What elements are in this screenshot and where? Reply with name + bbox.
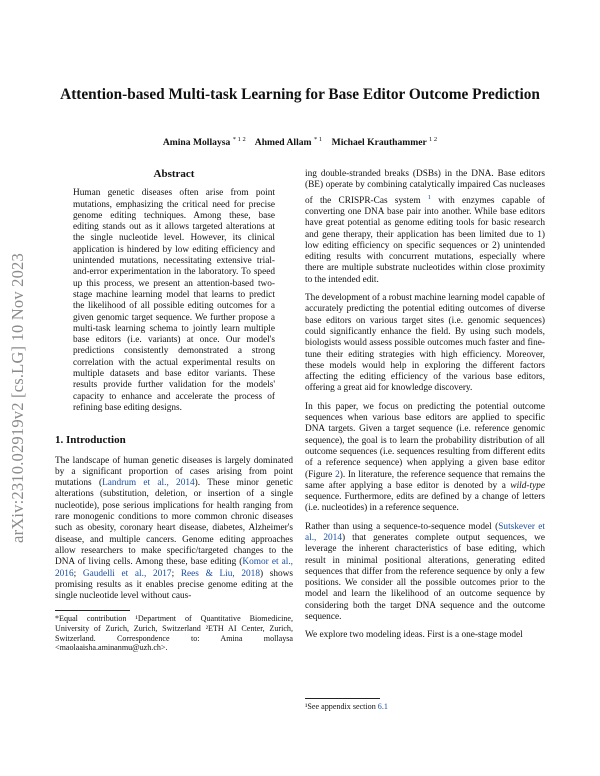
left-column (55, 169, 293, 653)
abstract-heading: Abstract (153, 168, 195, 180)
text-run: sequence. Furthermore, edits are defined by a change of letters (i.e. nucleotides) in a reference sequence. (305, 492, 545, 514)
appendix-footnote (305, 702, 545, 712)
text-run: ). These minor genetic alterations (substitution, deletion, or insertion of a single nucleotide), pose serious implications for health ranging from rare monogenic conditions to more common chronic diseases such as obesity, coronary heart disease, diabetes, Alzheimer's disease, and multiple cancers. Genome editing approaches allow researchers to make specific/targeted changes to the DNA of living cells. Among these, base editing ( (55, 478, 294, 568)
text-run: Rather than using a sequence-to-sequence model ( (305, 521, 499, 532)
text-run: ) shows promising results as it enables precise genome editing at the single nucleotide level without caus- (55, 568, 293, 602)
footnote-divider (305, 698, 380, 699)
text-run: ; (73, 568, 83, 579)
right-column (305, 169, 545, 649)
author-name: Amina Mollaysa (162, 137, 231, 148)
body-paragraph: We explore two modeling ideas. First is a one-stage model (305, 630, 523, 641)
footnote-marker[interactable]: 1 (427, 193, 432, 201)
author-name: Michael Krauthammer (331, 137, 427, 148)
abstract-text: Human genetic diseases often arise from point mutations, emphasizing the critical need for precise genome editing techniques. Among these, base editing stands out as it allows targeted alterations at the single nucleotide level. However, its clinical application is hindered by low editing efficiency and unintended mutations, necessitating extensive trial-and-error experimentation in the laboratory. To speed up this process, we present an attention-based two-stage machine learning model that learns to predict the likelihood of all possible editing outcomes for a given genomic target sequence. We further propose a multi-task learning schema to jointly learn multiple base editors (i.e. variants) at once. Our model's predictions consistently demonstrated a strong correlation with the actual experimental results on multiple datasets and base editor variants. These results provide further validation for the models' capacity to enhance and accelerate the process of refining base editing designs. (73, 188, 275, 413)
text-run: The landscape of human genetic diseases is largely dominated by a significant proportion of cases arising from point mutations ( (55, 455, 293, 489)
body-paragraph (305, 522, 545, 624)
text-run: ¹See appendix section (305, 702, 378, 711)
author-list (0, 136, 600, 148)
footnote-divider (55, 610, 130, 611)
arxiv-identifier: arXiv:2310.02919v2 [cs.LG] 10 Nov 2023 (8, 252, 27, 543)
text-run: ing double-stranded breaks (DSBs) in the DNA. Base editors (BE) operate by combining catalytically impaired Cas nucleases of the CRISPR-Cas system (305, 169, 545, 206)
arxiv-margin-label (2, 190, 34, 605)
text-run: In this paper, we focus on predicting the potential outcome sequences when various base editors are applied to specific DNA targets. Given a target sequence (i.e. reference genomic sequence), the goal is to learn the probability distribution of all outcome sequences (i.e. sequences resulting from different edits of a reference sequence) when applying a given base editor (Figure (305, 401, 545, 480)
author-name: Ahmed Allam (254, 137, 312, 148)
citation-link[interactable]: Gaudelli et al., 2017 (82, 568, 172, 579)
text-run: ). In literature, the reference sequence that remains the same after applying a base editor is denoted by a (305, 469, 545, 491)
citation-link[interactable]: Rees & Liu, 2018 (180, 568, 260, 579)
emphasized-term: wild-type (510, 480, 545, 491)
right-footnote-area (305, 690, 545, 712)
author-affiliation-marks: * 1 (313, 136, 323, 143)
author-affiliation-marks: * 1 2 (232, 136, 246, 143)
intro-paragraph (55, 456, 293, 603)
section-reference-link[interactable]: 6.1 (377, 702, 388, 711)
body-paragraph (305, 402, 545, 515)
citation-link[interactable]: Landrum et al., 2014 (102, 478, 195, 489)
text-run: with enzymes capable of converting one DNA base pair into another. While base editors have great potential as genome editing tools for basic research and gene therapy, their application has been limited due to 1) low editing efficiency on specific sequences or 2) unintended editing results with concurrent mutations, especially where there are multiple substrate nucleotides within close proximity to the intended edit. (305, 195, 546, 285)
paper-title: Attention-based Multi-task Learning for Base Editor Outcome Prediction (60, 86, 540, 103)
citation-link[interactable]: Sutskever et al., 2014 (305, 521, 546, 543)
text-run: ) that generates complete output sequences, we leverage the inherent characteristics of base editing, which result in minimal positional alterations, generating edited sequences that differ from the reference sequence by only a few positions. We consider all the possible outcomes prior to the model and learn the likelihood of an outcome sequence by considering both the target DNA sequence and the outcome sequence. (305, 533, 545, 623)
citation-link[interactable]: Komor et al., 2016 (55, 557, 293, 579)
body-paragraph: The development of a robust machine learning model capable of accurately predicting the potential editing outcomes of diverse base editors on various target sites (i.e. genomic sequences) could significantly enhance the field. By using such models, biologists would assess possible outcomes much faster and fine-tune their editing strategies with high efficiency. Moreover, these models would help in exploring the different factors affecting the editing efficiency of the various base editors, offering a great aid for knowledge discovery. (305, 293, 545, 394)
affiliation-footnote: *Equal contribution ¹Department of Quantitative Biomedicine, University of Zurich, Zurich, Switzerland ²ETH AI Center, Zurich, Switzerland. Correspondence to: Amina mollaysa <maolaaisha.aminanmu@uzh.ch>. (55, 614, 293, 653)
text-run: ; (171, 568, 181, 579)
body-paragraph (305, 169, 545, 286)
author-affiliation-marks: 1 2 (429, 136, 438, 143)
figure-reference-link[interactable]: 2 (335, 469, 340, 480)
section-heading-introduction: 1. Introduction (55, 434, 126, 447)
